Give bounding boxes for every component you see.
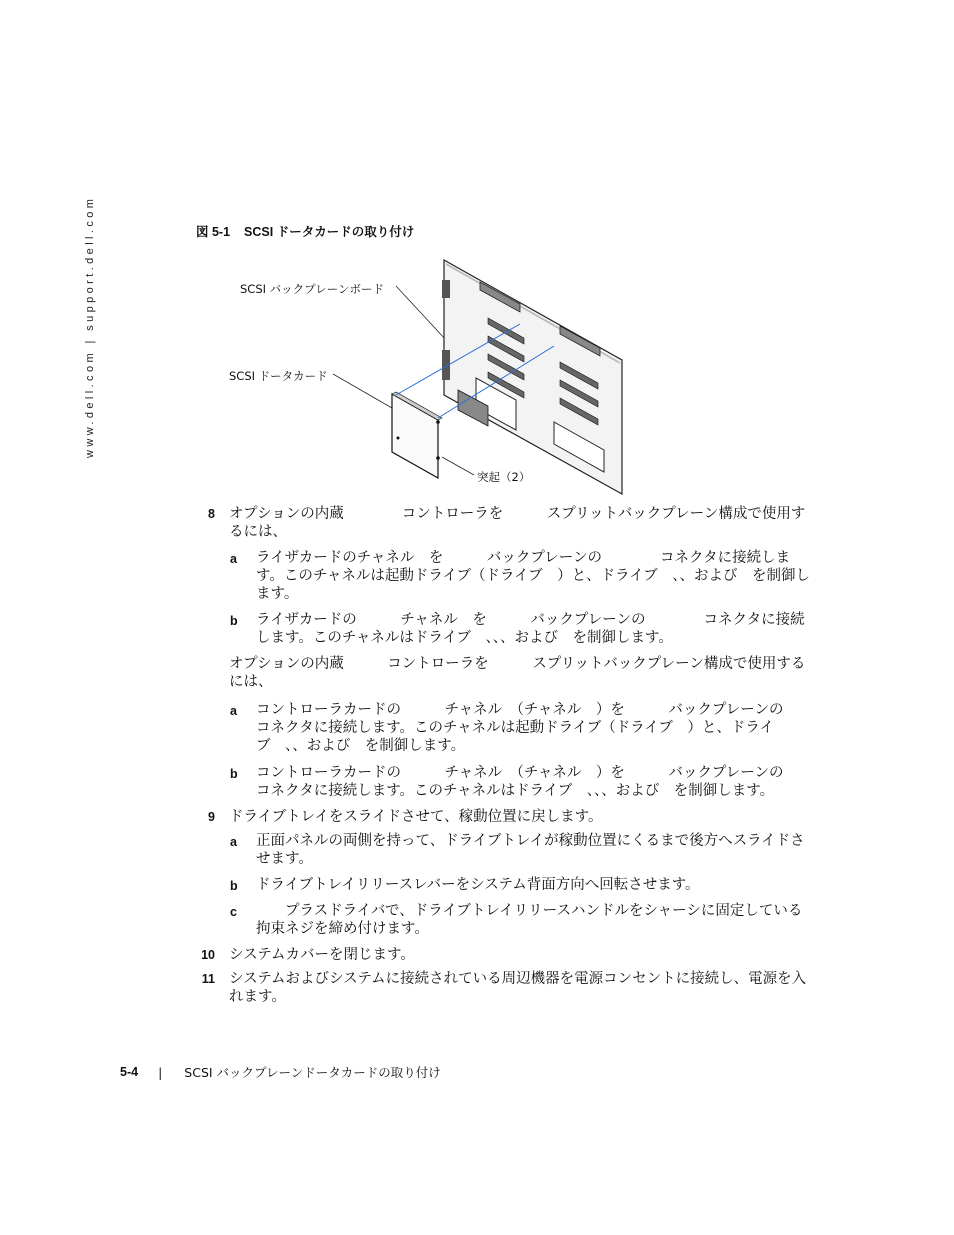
alt-intro bbox=[229, 655, 819, 691]
step-text: 正面パネルの両側を持って、ドライブトレイが稼動位置にくるまで後方へスライドさせます。 bbox=[256, 833, 805, 867]
step-text: ライザカードのチャネル を バックプレーンの コネクタに接続します。このチャネルは起動ドライブ（ドライブ ）と、ドライブ 、、および を制御します。 bbox=[256, 550, 811, 602]
backplane-diagram bbox=[220, 250, 640, 500]
page-footer bbox=[120, 1063, 441, 1081]
footer-title: SCSI バックプレーンドータカードの取り付け bbox=[184, 1065, 441, 1080]
step-8 bbox=[208, 505, 819, 541]
step-marker: b bbox=[230, 767, 238, 781]
figure-number: 図 5-1 bbox=[196, 225, 231, 239]
step-text: オプションの内蔵 コントローラを スプリットバックプレーン構成で使用するには、 bbox=[229, 506, 806, 540]
step-9a bbox=[230, 832, 816, 868]
step-marker: 10 bbox=[201, 948, 215, 962]
figure-illustration bbox=[220, 250, 640, 500]
callout-tabs: 突起（2） bbox=[477, 470, 531, 484]
step-text: プラスドライバで、ドライブトレイリリースハンドルをシャーシに固定している拘束ネジを締め付けます。 bbox=[256, 903, 803, 937]
callout-backplane: SCSI バックプレーンボード bbox=[240, 282, 384, 296]
alt-step-b bbox=[230, 764, 828, 800]
step-9c bbox=[230, 902, 816, 938]
step-marker: c bbox=[230, 905, 237, 919]
step-marker: a bbox=[230, 704, 237, 718]
step-marker: b bbox=[230, 614, 238, 628]
figure-caption bbox=[196, 222, 414, 240]
step-text: コントローラカードの チャネル （チャネル ）を バックプレーンの コネクタに接続します。このチャネルは起動ドライブ（ドライブ ）と、ドライブ 、、および を制御します。 bbox=[256, 702, 857, 754]
footer-separator: | bbox=[158, 1064, 163, 1080]
step-10 bbox=[201, 946, 819, 964]
alt-step-a bbox=[230, 701, 857, 755]
step-marker: 8 bbox=[208, 507, 215, 521]
sidebar-url: www.dell.com | support.dell.com bbox=[84, 195, 96, 458]
step-11 bbox=[201, 970, 819, 1006]
step-9 bbox=[208, 808, 819, 826]
step-marker: b bbox=[230, 879, 238, 893]
step-text: オプションの内蔵 コントローラを スプリットバックプレーン構成で使用するには、 bbox=[229, 656, 806, 690]
step-text: システムおよびシステムに接続されている周辺機器を電源コンセントに接続し、電源を入れます。 bbox=[229, 971, 807, 1005]
step-9b bbox=[230, 876, 816, 894]
step-text: コントローラカードの チャネル （チャネル ）を バックプレーンの コネクタに接続します。このチャネルはドライブ 、、、および を制御します。 bbox=[256, 765, 828, 799]
step-text: システムカバーを閉じます。 bbox=[229, 947, 415, 963]
step-text: ドライブトレイをスライドさせて、稼動位置に戻します。 bbox=[229, 809, 603, 825]
figure-title: SCSI ドータカードの取り付け bbox=[244, 225, 415, 239]
step-marker: a bbox=[230, 835, 237, 849]
step-marker: 11 bbox=[201, 972, 215, 986]
step-text: ライザカードの チャネル を バックプレーンの コネクタに接続します。このチャネルはドライブ 、、、および を制御します。 bbox=[256, 612, 805, 646]
callout-daughter-card: SCSI ドータカード bbox=[229, 369, 328, 383]
page-number: 5-4 bbox=[120, 1065, 139, 1079]
step-8a bbox=[230, 549, 816, 603]
step-marker: a bbox=[230, 552, 237, 566]
step-text: ドライブトレイリリースレバーをシステム背面方向へ回転させます。 bbox=[256, 877, 700, 893]
step-8b bbox=[230, 611, 816, 647]
step-marker: 9 bbox=[208, 810, 215, 824]
